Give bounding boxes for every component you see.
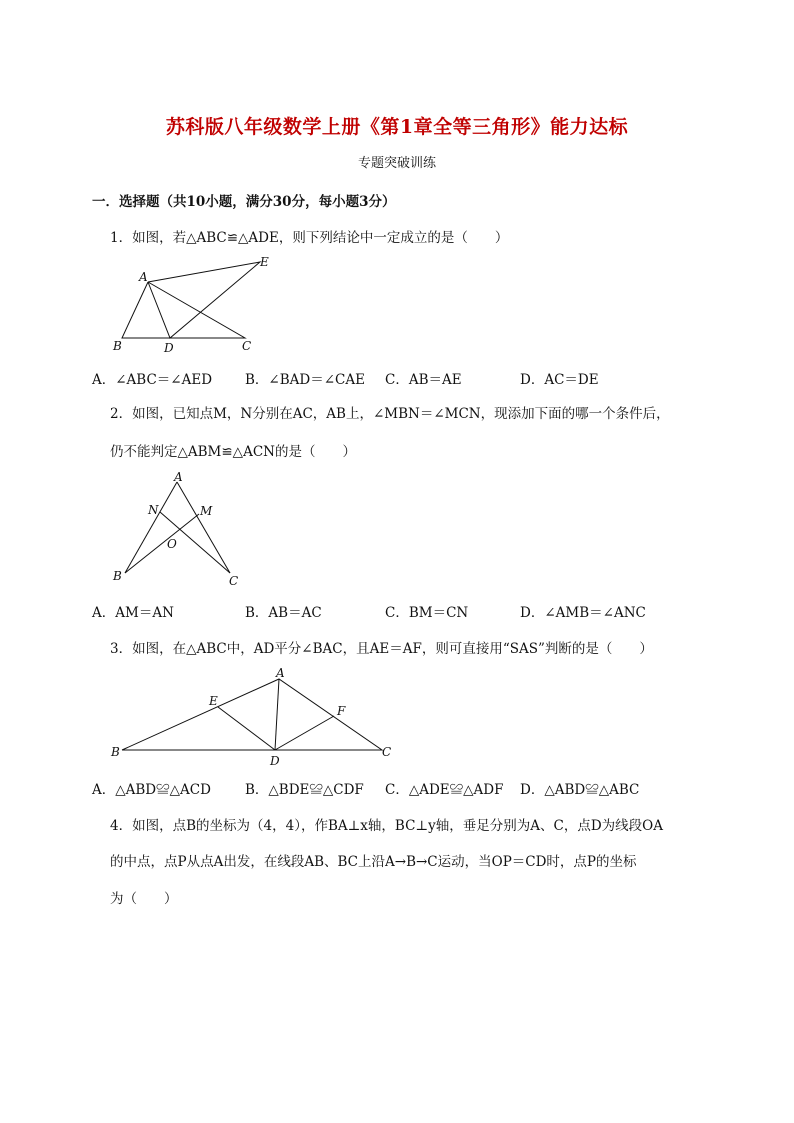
q2-option-d[interactable]: D．∠AMB＝∠ANC <box>520 605 646 621</box>
q1-triangle-ade <box>148 262 260 338</box>
q1-label-a: A <box>139 270 148 284</box>
q1-option-c[interactable]: C．AB＝AE <box>385 372 462 388</box>
q1-option-d[interactable]: D．AC＝DE <box>520 372 599 388</box>
q2-line-bm <box>125 514 199 573</box>
q3-option-c[interactable]: C．△ADE≌△ADF <box>385 782 504 798</box>
question-4-text-line3: 为（ ） <box>110 891 178 907</box>
q3-label-c: C <box>382 745 392 759</box>
question-3-figure <box>105 662 405 772</box>
question-4-text-line2: 的中点，点P从点A出发，在线段AB、BC上沿A→B→C运动，当OP＝CD时，点P的坐标 <box>110 854 637 870</box>
q3-option-a[interactable]: A．△ABD≌△ACD <box>92 782 211 798</box>
q1-label-c: C <box>242 339 252 353</box>
q2-label-o: O <box>167 537 177 551</box>
question-1-text: 1．如图，若△ABC≌△ADE，则下列结论中一定成立的是（ ） <box>110 230 509 246</box>
document-subtitle: 专题突破训练 <box>357 156 436 171</box>
question-2-figure <box>105 470 250 590</box>
q1-label-b: B <box>113 339 122 353</box>
q3-label-a: A <box>276 666 285 680</box>
q3-line-ad <box>275 679 279 750</box>
q3-option-b[interactable]: B．△BDE≌△CDF <box>245 782 364 798</box>
q3-label-e: E <box>209 694 218 708</box>
q2-label-m: M <box>200 504 213 518</box>
q1-option-a[interactable]: A．∠ABC＝∠AED <box>92 372 213 388</box>
q2-line-ac <box>177 482 230 573</box>
q3-label-f: F <box>337 704 346 718</box>
q3-label-d: D <box>270 754 280 768</box>
question-2-text-line1: 2．如图，已知点M，N分别在AC，AB上，∠MBN＝∠MCN，现添加下面的哪一个条件后， <box>110 406 670 422</box>
q1-label-d: D <box>164 341 174 355</box>
q2-label-b: B <box>113 569 122 583</box>
q3-label-b: B <box>111 745 120 759</box>
question-1-figure <box>105 250 285 360</box>
q2-label-a: A <box>174 470 183 484</box>
question-4-text-line1: 4．如图，点B的坐标为（4，4），作BA⊥x轴，BC⊥y轴，垂足分别为A、C，点D为线段OA <box>110 818 663 834</box>
section-heading: 一．选择题（共10小题，满分30分，每小题3分） <box>92 194 396 210</box>
question-2-text-line2: 仍不能判定△ABM≌△ACN的是（ ） <box>110 444 356 460</box>
q2-label-c: C <box>229 574 239 588</box>
q2-label-n: N <box>148 503 159 517</box>
q2-option-b[interactable]: B．AB＝AC <box>245 605 322 621</box>
question-3-text: 3．如图，在△ABC中，AD平分∠BAC，且AE＝AF，则可直接用“SAS”判断的是（ ） <box>110 641 653 657</box>
q2-option-c[interactable]: C．BM＝CN <box>385 605 469 621</box>
q1-option-b[interactable]: B．∠BAD＝∠CAE <box>245 372 365 388</box>
document-title: 苏科版八年级数学上册《第1章全等三角形》能力达标 <box>165 116 629 138</box>
q2-line-ab <box>125 482 177 573</box>
q3-line-fd <box>275 716 334 750</box>
q3-line-ed <box>218 707 275 750</box>
q2-option-a[interactable]: A．AM＝AN <box>92 605 174 621</box>
q3-option-d[interactable]: D．△ABD≌△ABC <box>520 782 640 798</box>
q1-label-e: E <box>260 255 269 269</box>
